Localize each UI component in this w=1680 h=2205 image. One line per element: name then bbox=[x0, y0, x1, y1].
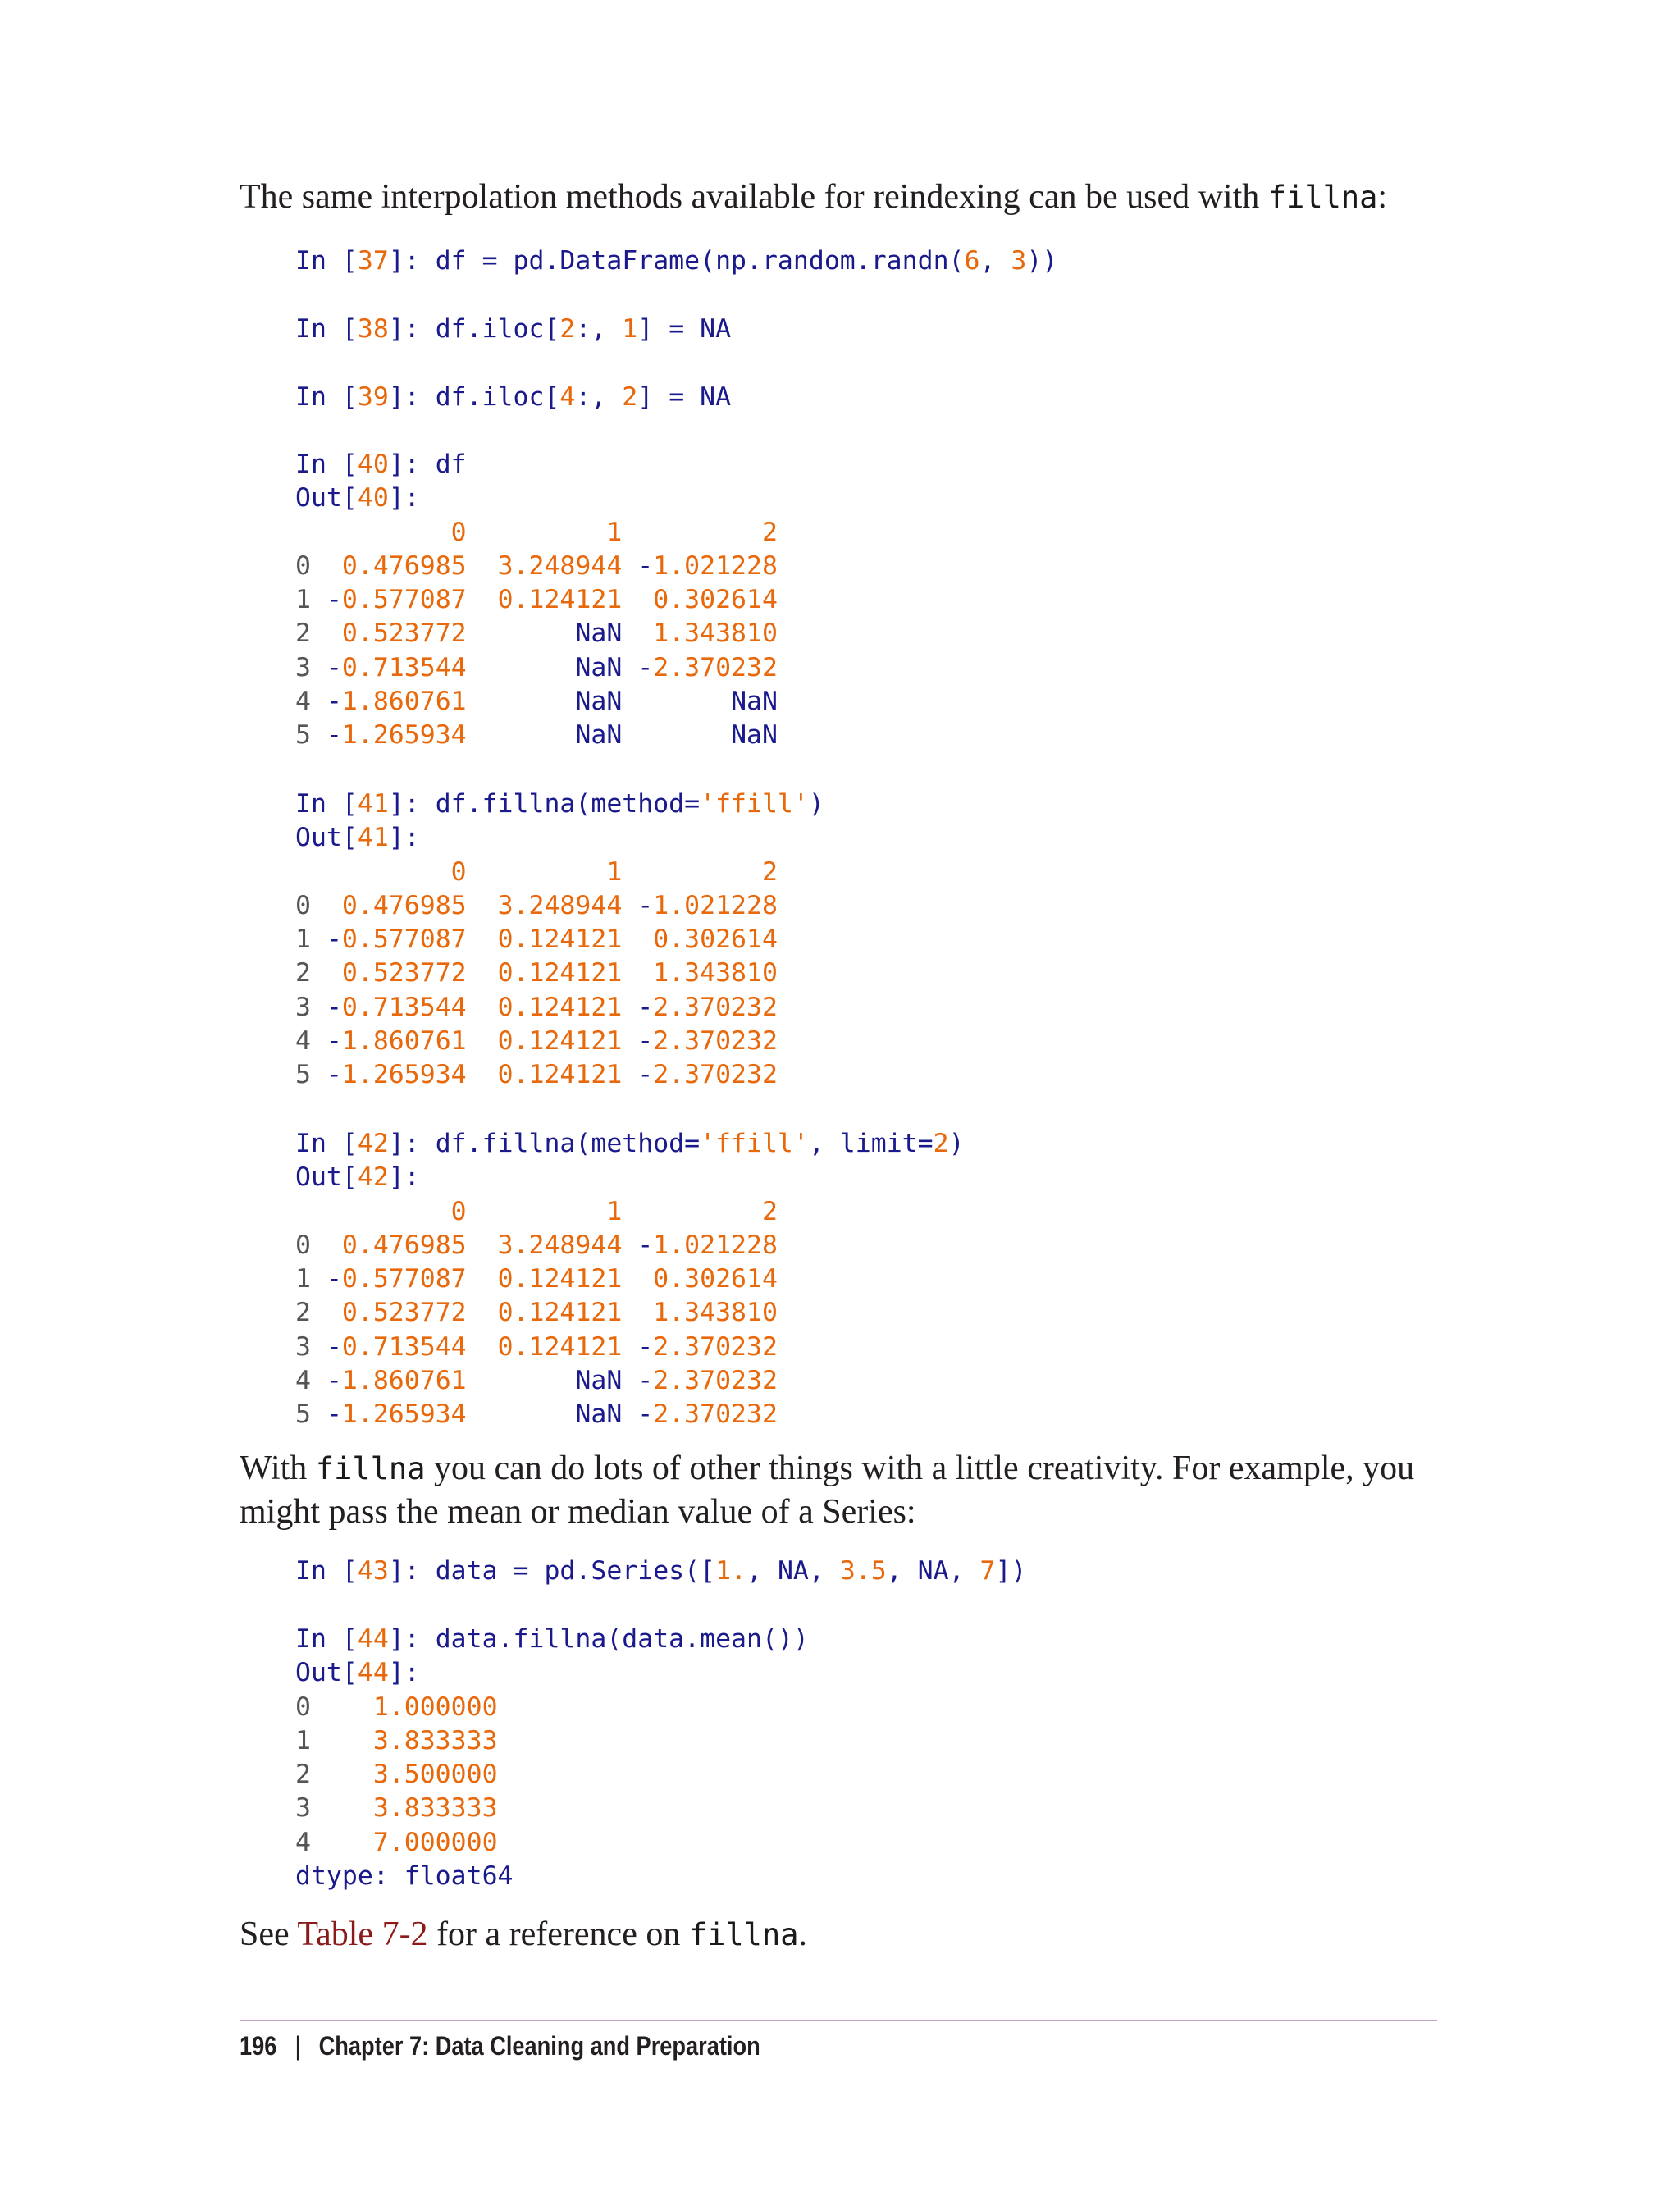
table-row bbox=[295, 1026, 778, 1056]
table-row bbox=[295, 1264, 778, 1294]
dtype-line: dtype: float64 bbox=[295, 1861, 514, 1892]
code-in40: In [40]: df Out[40]: 0 1 2 0 0.476985 3.248944 -1.021228 1 -0.577087 0.124121 0.302614 2 0.523772 NaN 1.343810 3 -0.713544 NaN -2.370232 4 -1.860761 NaN NaN 5 -1.265934 NaN NaN bbox=[295, 450, 778, 751]
table-cell: 0.302614 bbox=[653, 585, 778, 615]
table-cell: 0.523772 bbox=[341, 1298, 467, 1328]
table-cell: -1.265934 bbox=[326, 1399, 467, 1430]
row-index: 1 bbox=[295, 1725, 311, 1755]
table-cell: NaN bbox=[575, 652, 623, 682]
row-index: 0 bbox=[295, 890, 311, 920]
table-cell: -2.370232 bbox=[637, 992, 778, 1022]
dataframe-output bbox=[295, 1197, 778, 1430]
table-cell: -2.370232 bbox=[637, 652, 778, 682]
row-index: 4 bbox=[295, 687, 311, 717]
table-cell: 0.523772 bbox=[341, 958, 467, 988]
table-row bbox=[295, 1230, 778, 1260]
series-value: 1.000000 bbox=[372, 1691, 498, 1722]
code-in43: In [43]: data = pd.Series([1., NA, 3.5, NA, 7]) bbox=[295, 1556, 1027, 1586]
table-cell: -1.265934 bbox=[326, 720, 467, 751]
table-row bbox=[295, 585, 778, 614]
row-index: 2 bbox=[295, 1760, 311, 1790]
series-row bbox=[295, 1692, 498, 1722]
text: . bbox=[798, 1915, 807, 1953]
series-row bbox=[295, 1726, 498, 1755]
table-cell: -2.370232 bbox=[637, 1060, 778, 1090]
table-cell: -1.021228 bbox=[637, 890, 778, 920]
series-paragraph bbox=[240, 1447, 1437, 1533]
code-in37: In [37]: df = pd.DataFrame(np.random.randn(6, 3)) bbox=[295, 246, 1058, 276]
table-cell: 3.248944 bbox=[497, 1230, 623, 1260]
table-cell: 0.523772 bbox=[341, 619, 467, 649]
table-row bbox=[295, 1366, 778, 1395]
row-index: 4 bbox=[295, 1827, 311, 1857]
inline-code: fillna bbox=[1267, 180, 1378, 215]
row-index: 2 bbox=[295, 1298, 311, 1328]
table-cell: 0.124121 bbox=[497, 924, 623, 955]
table-header bbox=[295, 1197, 778, 1226]
table-cell: -1.021228 bbox=[637, 1230, 778, 1260]
series-value: 7.000000 bbox=[372, 1827, 498, 1857]
table-row bbox=[295, 619, 778, 648]
series-row bbox=[295, 1793, 498, 1823]
text: See bbox=[240, 1915, 298, 1953]
table-cell: 0.124121 bbox=[497, 992, 623, 1022]
table-cell: NaN bbox=[575, 720, 623, 751]
table-cell: -2.370232 bbox=[637, 1366, 778, 1396]
table-cell: 0.124121 bbox=[497, 1060, 623, 1090]
table-cell: 0.124121 bbox=[497, 958, 623, 988]
chapter-title: Chapter 7: Data Cleaning and Preparation bbox=[318, 2031, 760, 2061]
table-cell: 0.124121 bbox=[497, 1264, 623, 1294]
row-index: 0 bbox=[295, 550, 311, 581]
row-index: 5 bbox=[295, 1399, 311, 1430]
row-index: 4 bbox=[295, 1366, 311, 1396]
row-index: 0 bbox=[295, 1230, 311, 1260]
code-in44: In [44]: data.fillna(data.mean()) Out[44]: 0 1.000000 1 3.833333 2 3.500000 3 3.833333 4 7.000000 dtype: float64 bbox=[295, 1624, 809, 1892]
row-index: 4 bbox=[295, 1026, 311, 1057]
footer-separator: | bbox=[294, 2031, 301, 2061]
row-index: 1 bbox=[295, 924, 311, 955]
table-row bbox=[295, 720, 778, 750]
table-cell: -0.577087 bbox=[326, 585, 467, 615]
row-index: 3 bbox=[295, 1793, 311, 1824]
table-cell: 3.248944 bbox=[497, 890, 623, 920]
text: The same interpolation methods available for reindexing can be used with bbox=[240, 178, 1268, 216]
inline-code: fillna bbox=[688, 1917, 799, 1952]
table-cell: NaN bbox=[575, 619, 623, 649]
table-cell: -2.370232 bbox=[637, 1331, 778, 1362]
table-row bbox=[295, 891, 778, 920]
table-row bbox=[295, 1298, 778, 1327]
series-value: 3.500000 bbox=[372, 1760, 498, 1790]
table-cell: NaN bbox=[731, 720, 778, 751]
text: : bbox=[1377, 178, 1388, 216]
column-header: 1 bbox=[606, 517, 623, 547]
table-cell: 1.343810 bbox=[653, 1298, 778, 1328]
text: With bbox=[240, 1449, 316, 1487]
table-cell: 0.476985 bbox=[341, 890, 467, 920]
table-cell: -1.860761 bbox=[326, 1366, 467, 1396]
text: you can do lots of other things with a little creativity. For example, you might pass the mean or median value of a Series: bbox=[240, 1449, 1415, 1531]
column-header: 0 bbox=[450, 1196, 467, 1226]
page-number: 196 bbox=[240, 2031, 277, 2061]
column-header: 0 bbox=[450, 517, 467, 547]
row-index: 2 bbox=[295, 619, 311, 649]
series-output bbox=[295, 1692, 498, 1857]
table-header bbox=[295, 857, 778, 887]
table-cell: 1.343810 bbox=[653, 619, 778, 649]
code-in42: In [42]: df.fillna(method='ffill', limit=2) Out[42]: 0 1 2 0 0.476985 3.248944 -1.021228 1 -0.577087 0.124121 0.302614 2 0.523772 0.124121 1.343810 3 -0.713544 0.124121 -2.370232 4 -1.860761 NaN -2.370232 5 -1.265934 NaN -2.370232 bbox=[295, 1129, 965, 1430]
row-index: 3 bbox=[295, 652, 311, 682]
table-cell: -1.265934 bbox=[326, 1060, 467, 1090]
table-cell: 0.124121 bbox=[497, 1026, 623, 1057]
table-header bbox=[295, 518, 778, 547]
dataframe-output bbox=[295, 518, 778, 751]
table-cell: 1.343810 bbox=[653, 958, 778, 988]
table-row bbox=[295, 958, 778, 988]
code-in39: In [39]: df.iloc[4:, 2] = NA bbox=[295, 382, 732, 412]
table-cell: -0.713544 bbox=[326, 992, 467, 1022]
reference-paragraph bbox=[240, 1913, 1437, 1956]
row-index: 2 bbox=[295, 958, 311, 988]
table-cell: NaN bbox=[731, 687, 778, 717]
table-row bbox=[295, 653, 778, 682]
table-row bbox=[295, 687, 778, 716]
row-index: 3 bbox=[295, 1331, 311, 1362]
table-cell: 0.124121 bbox=[497, 1331, 623, 1362]
table-row bbox=[295, 1332, 778, 1362]
table-cell: 0.476985 bbox=[341, 550, 467, 581]
table-cell: -1.860761 bbox=[326, 1026, 467, 1057]
page-footer bbox=[240, 2031, 760, 2061]
row-index: 5 bbox=[295, 1060, 311, 1090]
table-row bbox=[295, 993, 778, 1022]
intro-paragraph bbox=[240, 176, 1437, 219]
table-cell: NaN bbox=[575, 1366, 623, 1396]
footer-divider bbox=[240, 2020, 1437, 2021]
table-cell: NaN bbox=[575, 1399, 623, 1430]
series-row bbox=[295, 1828, 498, 1857]
series-row bbox=[295, 1760, 498, 1789]
table-cell: -2.370232 bbox=[637, 1026, 778, 1057]
column-header: 1 bbox=[606, 856, 623, 887]
series-value: 3.833333 bbox=[372, 1793, 498, 1824]
table-cell: -1.860761 bbox=[326, 687, 467, 717]
table-cell: NaN bbox=[575, 687, 623, 717]
table-cell: -1.021228 bbox=[637, 550, 778, 581]
column-header: 2 bbox=[761, 1196, 778, 1226]
inline-code: fillna bbox=[315, 1451, 426, 1486]
series-value: 3.833333 bbox=[372, 1725, 498, 1755]
code-in41: In [41]: df.fillna(method='ffill') Out[41]: 0 1 2 0 0.476985 3.248944 -1.021228 1 -0.577087 0.124121 0.302614 2 0.523772 0.124121 1.343810 3 -0.713544 0.124121 -2.370232 4 -1.860761 0.124121 -2.370232 5 -1.265934 0.124121 -2.370232 bbox=[295, 789, 824, 1090]
table-cell: 3.248944 bbox=[497, 550, 623, 581]
table-cell: 0.302614 bbox=[653, 1264, 778, 1294]
dataframe-output bbox=[295, 857, 778, 1090]
table-cell: -0.713544 bbox=[326, 1331, 467, 1362]
text: for a reference on bbox=[427, 1915, 689, 1953]
row-index: 1 bbox=[295, 1264, 311, 1294]
row-index: 0 bbox=[295, 1691, 311, 1722]
table-cell: -0.713544 bbox=[326, 652, 467, 682]
table-cell: 0.124121 bbox=[497, 1298, 623, 1328]
code-in38: In [38]: df.iloc[2:, 1] = NA bbox=[295, 314, 732, 344]
table-cell: -2.370232 bbox=[637, 1399, 778, 1430]
table-cell: -0.577087 bbox=[326, 1264, 467, 1294]
column-header: 1 bbox=[606, 1196, 623, 1226]
row-index: 1 bbox=[295, 585, 311, 615]
table-7-2-link[interactable]: Table 7-2 bbox=[297, 1915, 428, 1953]
column-header: 2 bbox=[761, 856, 778, 887]
table-row bbox=[295, 924, 778, 954]
table-cell: -0.577087 bbox=[326, 924, 467, 955]
row-index: 5 bbox=[295, 720, 311, 751]
column-header: 0 bbox=[450, 856, 467, 887]
column-header: 2 bbox=[761, 517, 778, 547]
table-row bbox=[295, 551, 778, 581]
table-row bbox=[295, 1060, 778, 1089]
row-index: 3 bbox=[295, 992, 311, 1022]
table-cell: 0.124121 bbox=[497, 585, 623, 615]
table-cell: 0.476985 bbox=[341, 1230, 467, 1260]
table-row bbox=[295, 1399, 778, 1429]
table-cell: 0.302614 bbox=[653, 924, 778, 955]
